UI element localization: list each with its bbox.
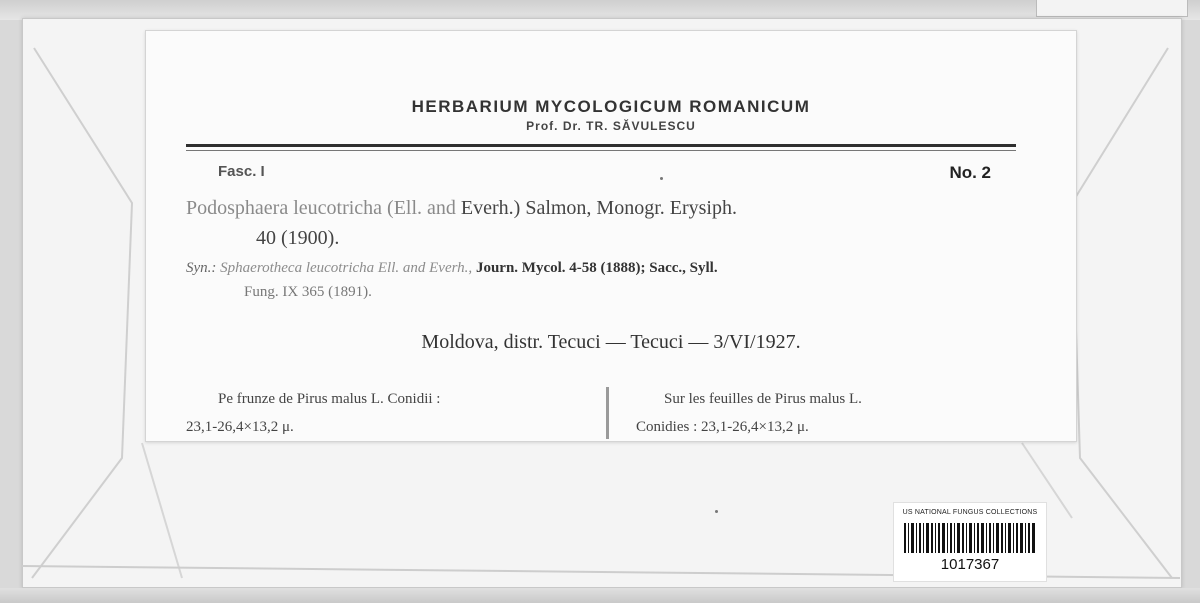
title-rule-thin: [186, 150, 1016, 151]
title-rule: [186, 144, 1016, 147]
description-french: [636, 385, 1021, 441]
barcode-number: 1017367: [940, 556, 1000, 573]
description-romanian-line1: Pe frunze de Pirus malus L. Conidii :: [218, 391, 441, 407]
column-divider: [606, 387, 609, 439]
barcode-bars: [904, 523, 1036, 553]
synonym-block: [186, 256, 1021, 304]
synonym-reference-cont: Fung. IX 365 (1891).: [244, 284, 372, 300]
paper-speck: [660, 177, 663, 180]
collection-locality: Moldova, distr. Tecuci — Tecuci — 3/VI/1927.: [421, 331, 801, 353]
herbarium-title: HERBARIUM MYCOLOGICUM ROMANICUM: [411, 97, 811, 116]
barcode-header: US NATIONAL FUNGUS COLLECTIONS: [902, 509, 1038, 516]
species-name: [186, 193, 1021, 253]
synonym-name: Sphaerotheca leucotricha Ell. and Everh.,: [220, 260, 473, 276]
description-romanian-line2: 23,1-26,4×13,2 μ.: [186, 419, 294, 435]
specimen-number: No. 2: [949, 163, 991, 182]
description-french-line1: Sur les feuilles de Pirus malus L.: [664, 391, 862, 407]
barcode-label: [893, 502, 1047, 582]
synonym-label: Syn.:: [186, 260, 217, 276]
fascicle-label: Fasc. I: [218, 163, 265, 180]
herbarium-label: [145, 30, 1077, 442]
species-name-cont: 40 (1900).: [256, 227, 340, 249]
species-name-faint: Podosphaera leucotricha (Ell. and: [186, 197, 456, 219]
herbarium-subtitle: Prof. Dr. TR. SĂVULESCU: [526, 119, 696, 133]
species-name-main: Everh.) Salmon, Monogr. Erysiph.: [460, 197, 737, 219]
top-card-edge: [1036, 0, 1188, 17]
synonym-reference: Journ. Mycol. 4-58 (1888); Sacc., Syll.: [475, 260, 718, 276]
top-paper-strip: [0, 0, 1200, 20]
description-romanian: [186, 385, 581, 441]
paper-speck: [715, 510, 718, 513]
bottom-paper-strip: [0, 588, 1200, 603]
description-french-line2: Conidies : 23,1-26,4×13,2 μ.: [636, 419, 809, 435]
